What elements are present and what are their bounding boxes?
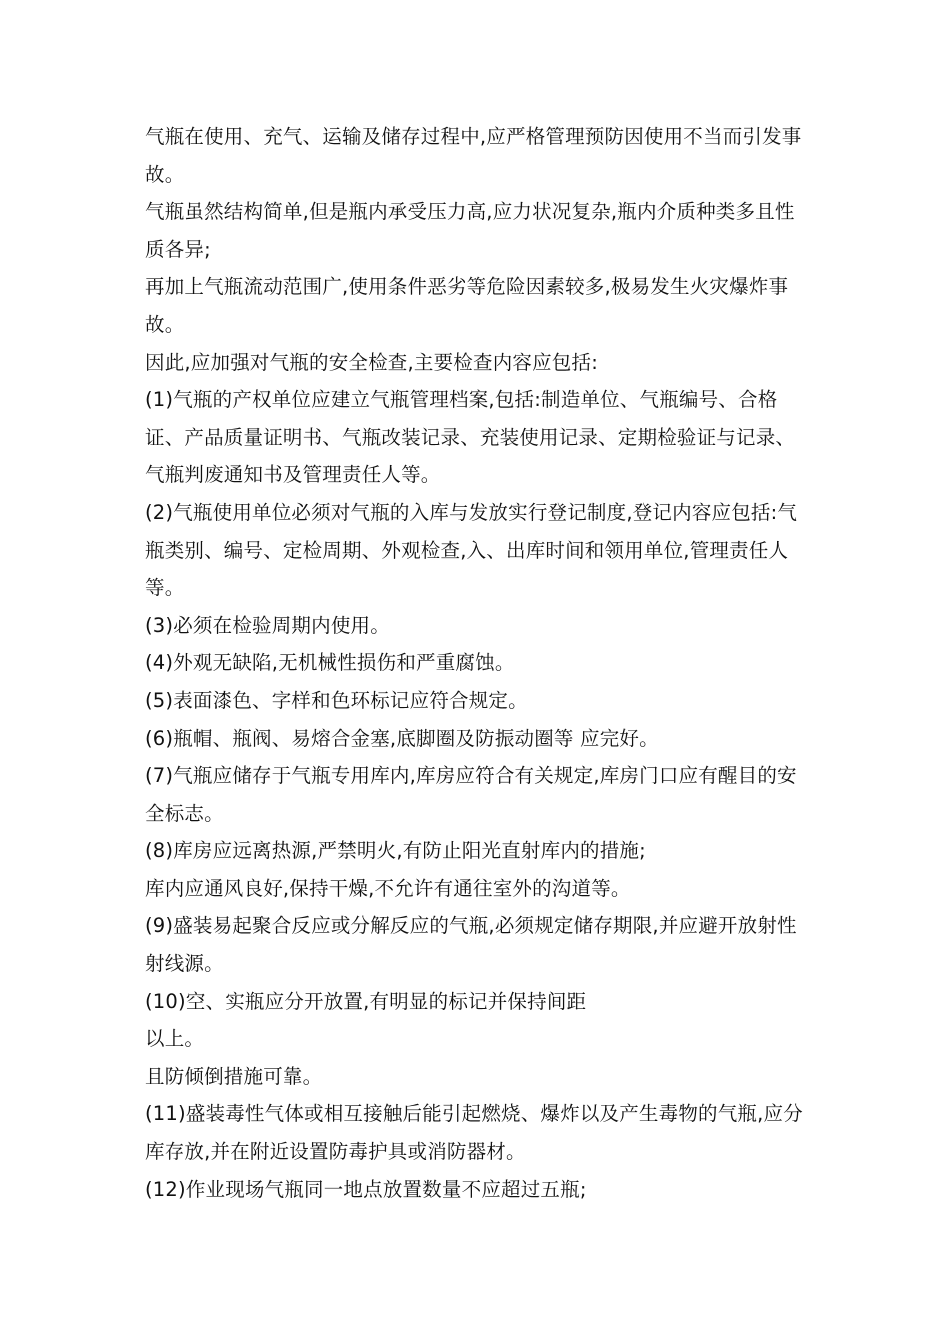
list-item-8: (8)库房应远离热源,严禁明火,有防止阳光直射库内的措施; <box>145 839 646 863</box>
paragraph-risk: 再加上气瓶流动范围广,使用条件恶劣等危险因素较多,极易发生火灾爆炸事故。 <box>145 275 789 336</box>
list-item-4: (4)外观无缺陷,无机械性损伤和严重腐蚀。 <box>145 651 515 675</box>
list-item-7: (7)气瓶应储存于气瓶专用库内,库房应符合有关规定,库房门口应有醒目的安全标志。 <box>145 764 797 825</box>
list-item-11: (11)盛装毒性气体或相互接触后能引起燃烧、爆炸以及产生毒物的气瓶,应分库存放,并在附近设置防毒护具或消防器材。 <box>145 1102 803 1164</box>
document-body <box>145 118 810 1208</box>
list-item-10-continued-b: 且防倾倒措施可靠。 <box>145 1064 323 1088</box>
list-item-1: (1)气瓶的产权单位应建立气瓶管理档案,包括:制造单位、气瓶编号、合格证、产品质量证明书、气瓶改装记录、充装使用记录、定期检验证与记录、气瓶判废通知书及管理责任人等。 <box>145 388 796 487</box>
list-item-10: (10)空、实瓶应分开放置,有明显的标记并保持间距 <box>145 989 587 1013</box>
paragraph-structure: 气瓶虽然结构简单,但是瓶内承受压力高,应力状况复杂,瓶内介质种类多且性质各异; <box>145 200 795 261</box>
list-item-2: (2)气瓶使用单位必须对气瓶的入库与发放实行登记制度,登记内容应包括:气瓶类别、编号、定检周期、外观检查,入、出库时间和领用单位,管理责任人等。 <box>145 500 798 600</box>
paragraph-check-intro: 因此,应加强对气瓶的安全检查,主要检查内容应包括: <box>145 350 598 374</box>
list-item-8-continued: 库内应通风良好,保持干燥,不允许有通往室外的沟道等。 <box>145 876 631 900</box>
list-item-10-continued-a: 以上。 <box>145 1027 205 1051</box>
list-item-12: (12)作业现场气瓶同一地点放置数量不应超过五瓶; <box>145 1177 587 1201</box>
paragraph-intro: 气瓶在使用、充气、运输及储存过程中,应严格管理预防因使用不当而引发事故。 <box>145 125 802 186</box>
list-item-3: (3)必须在检验周期内使用。 <box>145 613 390 637</box>
list-item-5: (5)表面漆色、字样和色环标记应符合规定。 <box>145 688 528 712</box>
list-item-6: (6)瓶帽、瓶阀、易熔合金塞,底脚圈及防振动圈等 应完好。 <box>145 726 659 750</box>
list-item-9: (9)盛装易起聚合反应或分解反应的气瓶,必须规定储存期限,并应避开放射性射线源。 <box>145 914 797 976</box>
